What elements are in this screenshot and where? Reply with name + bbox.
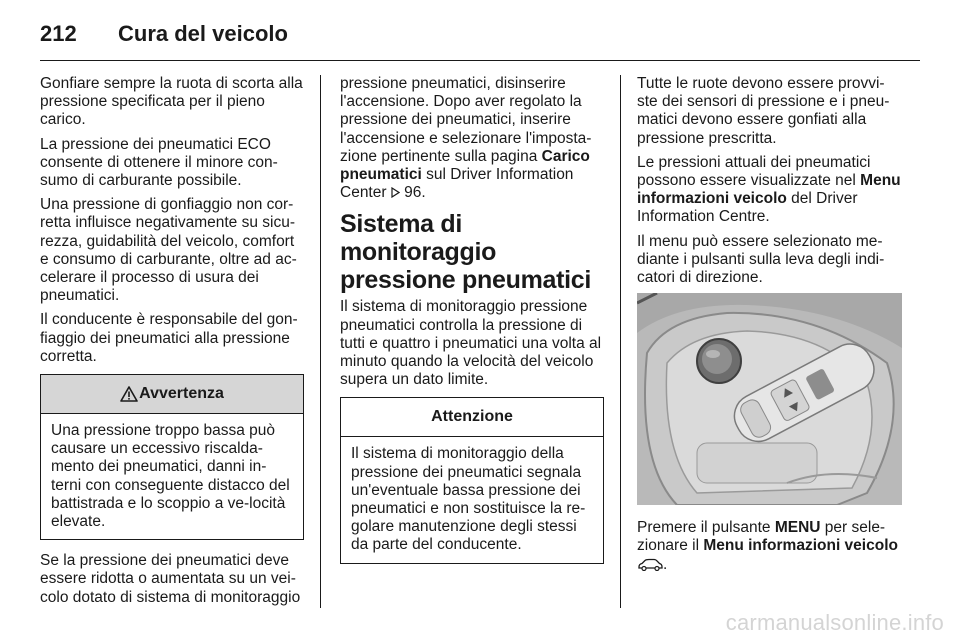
watermark: carmanualsonline.info: [725, 610, 944, 635]
paragraph: Se la pressione dei pneumatici deve essere ridotta o aumentata su un vei-colo dotato di sistema di monitoraggio: [40, 552, 301, 606]
text-run: Premere il pulsante: [637, 519, 775, 537]
turn-signal-lever-illustration: [637, 293, 902, 505]
paragraph: pressione pneumatici, disinserire l'accensione. Dopo aver regolato la pressione dei pneumatici, inserire l'accensione e selezionare l'imposta-zione pertinente sulla pagina Carico pneumatici sul Driver Information Center 96.: [340, 75, 592, 202]
paragraph: Una pressione di gonfiaggio non cor-retta influisce negativamente su sicu-rezza, guidabilità del veicolo, comfort e consumo di carburante, oltre ad ac-celerare il processo di usura dei pneumatici.: [40, 196, 297, 305]
menu-term-menu-informazioni-veicolo: Menu informazioni veicolo: [637, 172, 901, 208]
text-run: sul Driver Information Center: [340, 166, 574, 202]
warning-triangle-icon: [120, 386, 138, 402]
car-icon: [637, 558, 663, 571]
page-title: Cura del veicolo: [118, 21, 288, 46]
paragraph: La pressione dei pneumatici ECO consente di ottenere il minore con-sumo di carburante possibile.: [40, 135, 278, 190]
menu-term-menu-informazioni-veicolo: Menu informazioni veicolo: [703, 537, 898, 555]
button-term-menu: MENU: [774, 519, 821, 537]
warning-box-header: [41, 375, 303, 414]
column-divider-1: [320, 75, 321, 608]
text-run: pressione pneumatici, disinserire l'accensione. Dopo aver regolato la pressione dei pneumatici, inserire l'accensione e selezionare l'imposta-zione pertinente sulla pagina: [340, 75, 592, 165]
paragraph: [637, 519, 902, 574]
menu-term-carico-pneumatici: Carico pneumatici: [340, 147, 590, 184]
paragraph: Tutte le ruote devono essere provvi-ste dei sensori di pressione e i pneu-matici devono essere gonfiati alla pressione prescritta.: [637, 75, 890, 147]
column-2: [340, 75, 604, 576]
paragraph: Il sistema di monitoraggio pressione pneumatici controlla la pressione di tutti e quattro i pneumatici una volta al minuto quando la velocità del veicolo supera un dato limite.: [340, 298, 602, 389]
text-run: Le pressioni attuali dei pneumatici possono essere visualizzate nel: [637, 153, 871, 190]
paragraph: Il menu può essere selezionato me-diante i pulsanti sulla leva degli indi-catori di direzione.: [637, 232, 885, 287]
notice-box: [340, 397, 604, 563]
section-heading: Sistema di monitoraggio pressione pneumatici: [340, 210, 592, 295]
paragraph: Il conducente è responsabile del gon-fiaggio dei pneumatici alla pressione corretta.: [40, 311, 298, 365]
page-number: 212: [40, 21, 77, 46]
column-1: [40, 75, 304, 613]
page-ref-arrow-icon: [391, 187, 400, 198]
paragraph: Gonfiare sempre la ruota di scorta alla pressione specificata per il pieno carico.: [40, 75, 303, 129]
notice-box-header: Attenzione: [341, 398, 603, 437]
warning-title: Avvertenza: [139, 384, 224, 402]
page-ref-link[interactable]: 96: [404, 184, 422, 202]
paragraph: [637, 154, 902, 227]
page-header: [40, 18, 288, 50]
warning-box: [40, 374, 304, 540]
notice-text: Il sistema di monitoraggio della pressione dei pneumatici segnala un'eventuale bassa pressione dei pneumatici e non sostituisce la re-golare manutenzione degli stessi da parte del conducente.: [351, 445, 586, 554]
column-3: [637, 75, 902, 580]
column-divider-2: [620, 75, 621, 608]
text-run: .: [663, 555, 668, 573]
header-rule: [40, 60, 920, 61]
text-run: del Driver Information Centre.: [637, 190, 858, 226]
text-run: per sele-zionare il: [637, 519, 886, 555]
warning-text: Una pressione troppo bassa può causare un eccessivo riscalda-mento dei pneumatici, danni in-terni con conseguente distacco del battistrada e lo scoppio a ve-locità elevate.: [51, 422, 290, 531]
